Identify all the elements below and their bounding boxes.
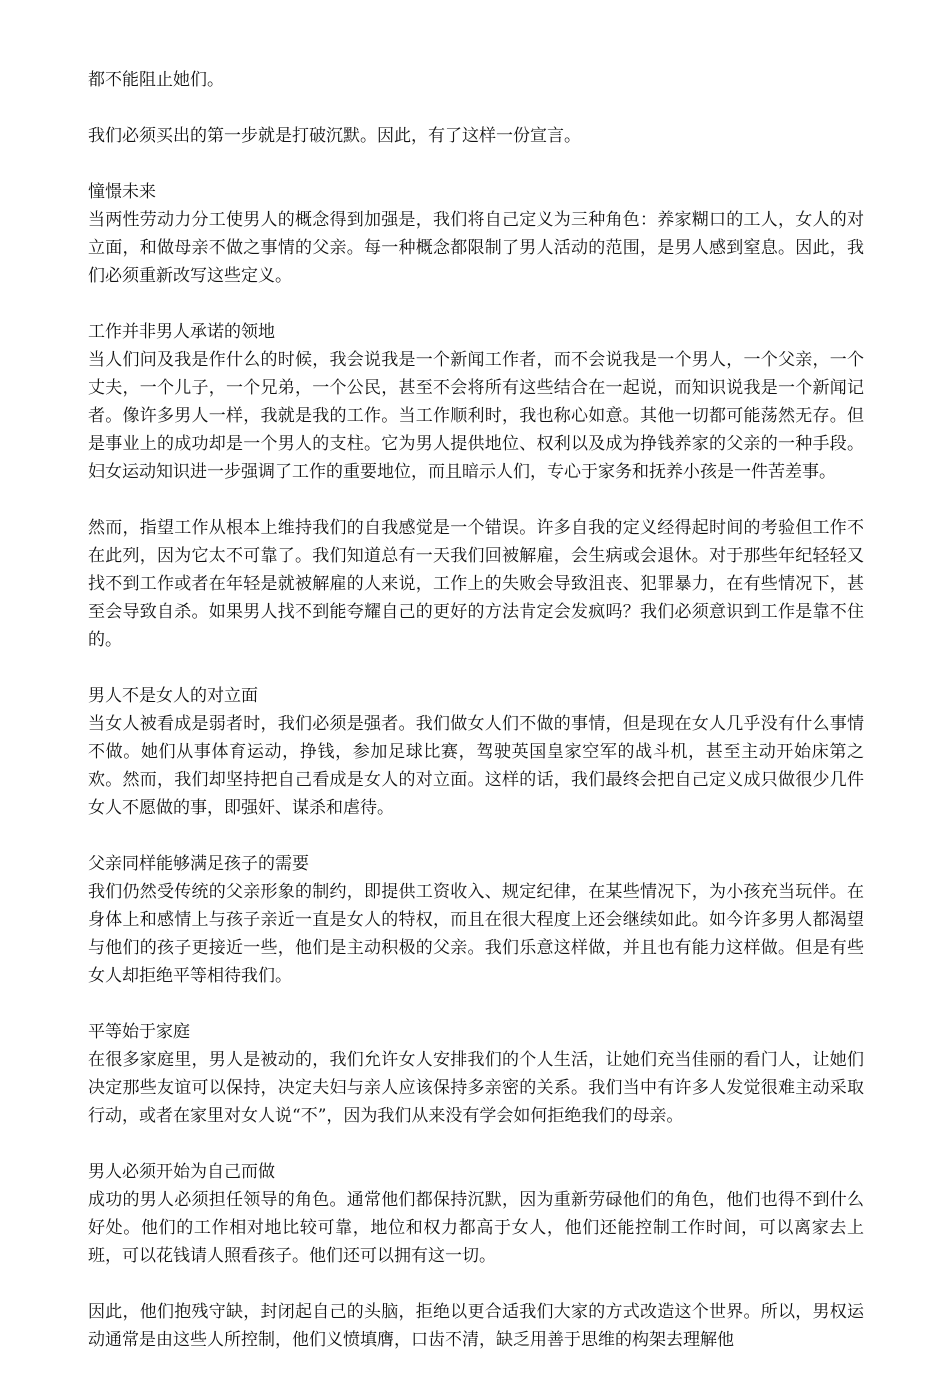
section-heading: 男人不是女人的对立面: [88, 686, 258, 706]
section-men-for-themselves: [88, 1158, 864, 1270]
paragraph-text: 成功的男人必须担任领导的角色。通常他们都保持沉默，因为重新劳碌他们的角色，他们也得不到什么好处。他们的工作相对地比较可靠，地位和权力都高于女人，他们还能控制工作时间，可以离家去上班，可以花钱请人照看孩子。他们还可以拥有这一切。: [88, 1190, 864, 1266]
section-heading: 父亲同样能够满足孩子的需要: [88, 854, 309, 874]
section-heading: 男人必须开始为自己而做: [88, 1162, 275, 1182]
section-heading: 平等始于家庭: [88, 1022, 190, 1042]
section-heading: 憧憬未来: [88, 182, 156, 202]
paragraph-work-2: [88, 514, 864, 654]
paragraph-text: 我们仍然受传统的父亲形象的制约，即提供工资收入、规定纪律，在某些情况下，为小孩充当玩伴。在身体上和感情上与孩子亲近一直是女人的特权，而且在很大程度上还会继续如此。如今许多男人都渴望与他们的孩子更接近一些，他们是主动积极的父亲。我们乐意这样做，并且也有能力这样做。但是有些女人却拒绝平等相待我们。: [88, 882, 864, 986]
section-opposite: [88, 682, 864, 822]
section-work: [88, 318, 864, 486]
section-future: [88, 178, 864, 290]
paragraph-text: 都不能阻止她们。: [88, 70, 224, 90]
section-equality: [88, 1018, 864, 1130]
paragraph-text: 在很多家庭里，男人是被动的，我们允许女人安排我们的个人生活，让她们充当佳丽的看门人，让她们决定那些友谊可以保持，决定夫妇与亲人应该保持多亲密的关系。我们当中有许多人发觉很难主动采取行动，或者在家里对女人说“不”，因为我们从来没有学会如何拒绝我们的母亲。: [88, 1050, 864, 1126]
paragraph-2: [88, 122, 864, 150]
paragraph-text: 当人们问及我是作什么的时候，我会说我是一个新闻工作者，而不会说我是一个男人，一个父亲，一个丈夫，一个儿子，一个兄弟，一个公民，甚至不会将所有这些结合在一起说，而知识说我是一个新闻记者。像许多男人一样，我就是我的工作。当工作顺利时，我也称心如意。其他一切都可能荡然无存。但是事业上的成功却是一个男人的支柱。它为男人提供地位、权利以及成为挣钱养家的父亲的一种手段。妇女运动知识进一步强调了工作的重要地位，而且暗示人们，专心于家务和抚养小孩是一件苦差事。: [88, 350, 864, 482]
paragraph-1: [88, 66, 864, 94]
paragraph-text: 然而，指望工作从根本上维持我们的自我感觉是一个错误。许多自我的定义经得起时间的考验但工作不在此列，因为它太不可靠了。我们知道总有一天我们回被解雇，会生病或会退休。对于那些年纪轻轻又找不到工作或者在年轻是就被解雇的人来说，工作上的失败会导致沮丧、犯罪暴力，在有些情况下，甚至会导致自杀。如果男人找不到能夸耀自己的更好的方法肯定会发疯吗？我们必须意识到工作是靠不住的。: [88, 518, 864, 650]
paragraph-text: 因此，他们抱残守缺，封闭起自己的头脑，拒绝以更合适我们大家的方式改造这个世界。所以，男权运动通常是由这些人所控制，他们义愤填膺，口齿不清，缺乏用善于思维的构架去理解他: [88, 1302, 864, 1350]
paragraph-text: 我们必须买出的第一步就是打破沉默。因此，有了这样一份宣言。: [88, 126, 581, 146]
paragraph-final: [88, 1298, 864, 1354]
paragraph-text: 当两性劳动力分工使男人的概念得到加强是，我们将自己定义为三种角色：养家糊口的工人，女人的对立面，和做母亲不做之事情的父亲。每一种概念都限制了男人活动的范围，是男人感到窒息。因此，我们必须重新改写这些定义。: [88, 210, 864, 286]
paragraph-text: 当女人被看成是弱者时，我们必须是强者。我们做女人们不做的事情，但是现在女人几乎没有什么事情不做。她们从事体育运动，挣钱，参加足球比赛，驾驶英国皇家空军的战斗机，甚至主动开始床第之欢。然而，我们却坚持把自己看成是女人的对立面。这样的话，我们最终会把自己定义成只做很少几件女人不愿做的事，即强奸、谋杀和虐待。: [88, 714, 864, 818]
document-page: [88, 66, 864, 1382]
section-heading: 工作并非男人承诺的领地: [88, 322, 275, 342]
section-fathers: [88, 850, 864, 990]
